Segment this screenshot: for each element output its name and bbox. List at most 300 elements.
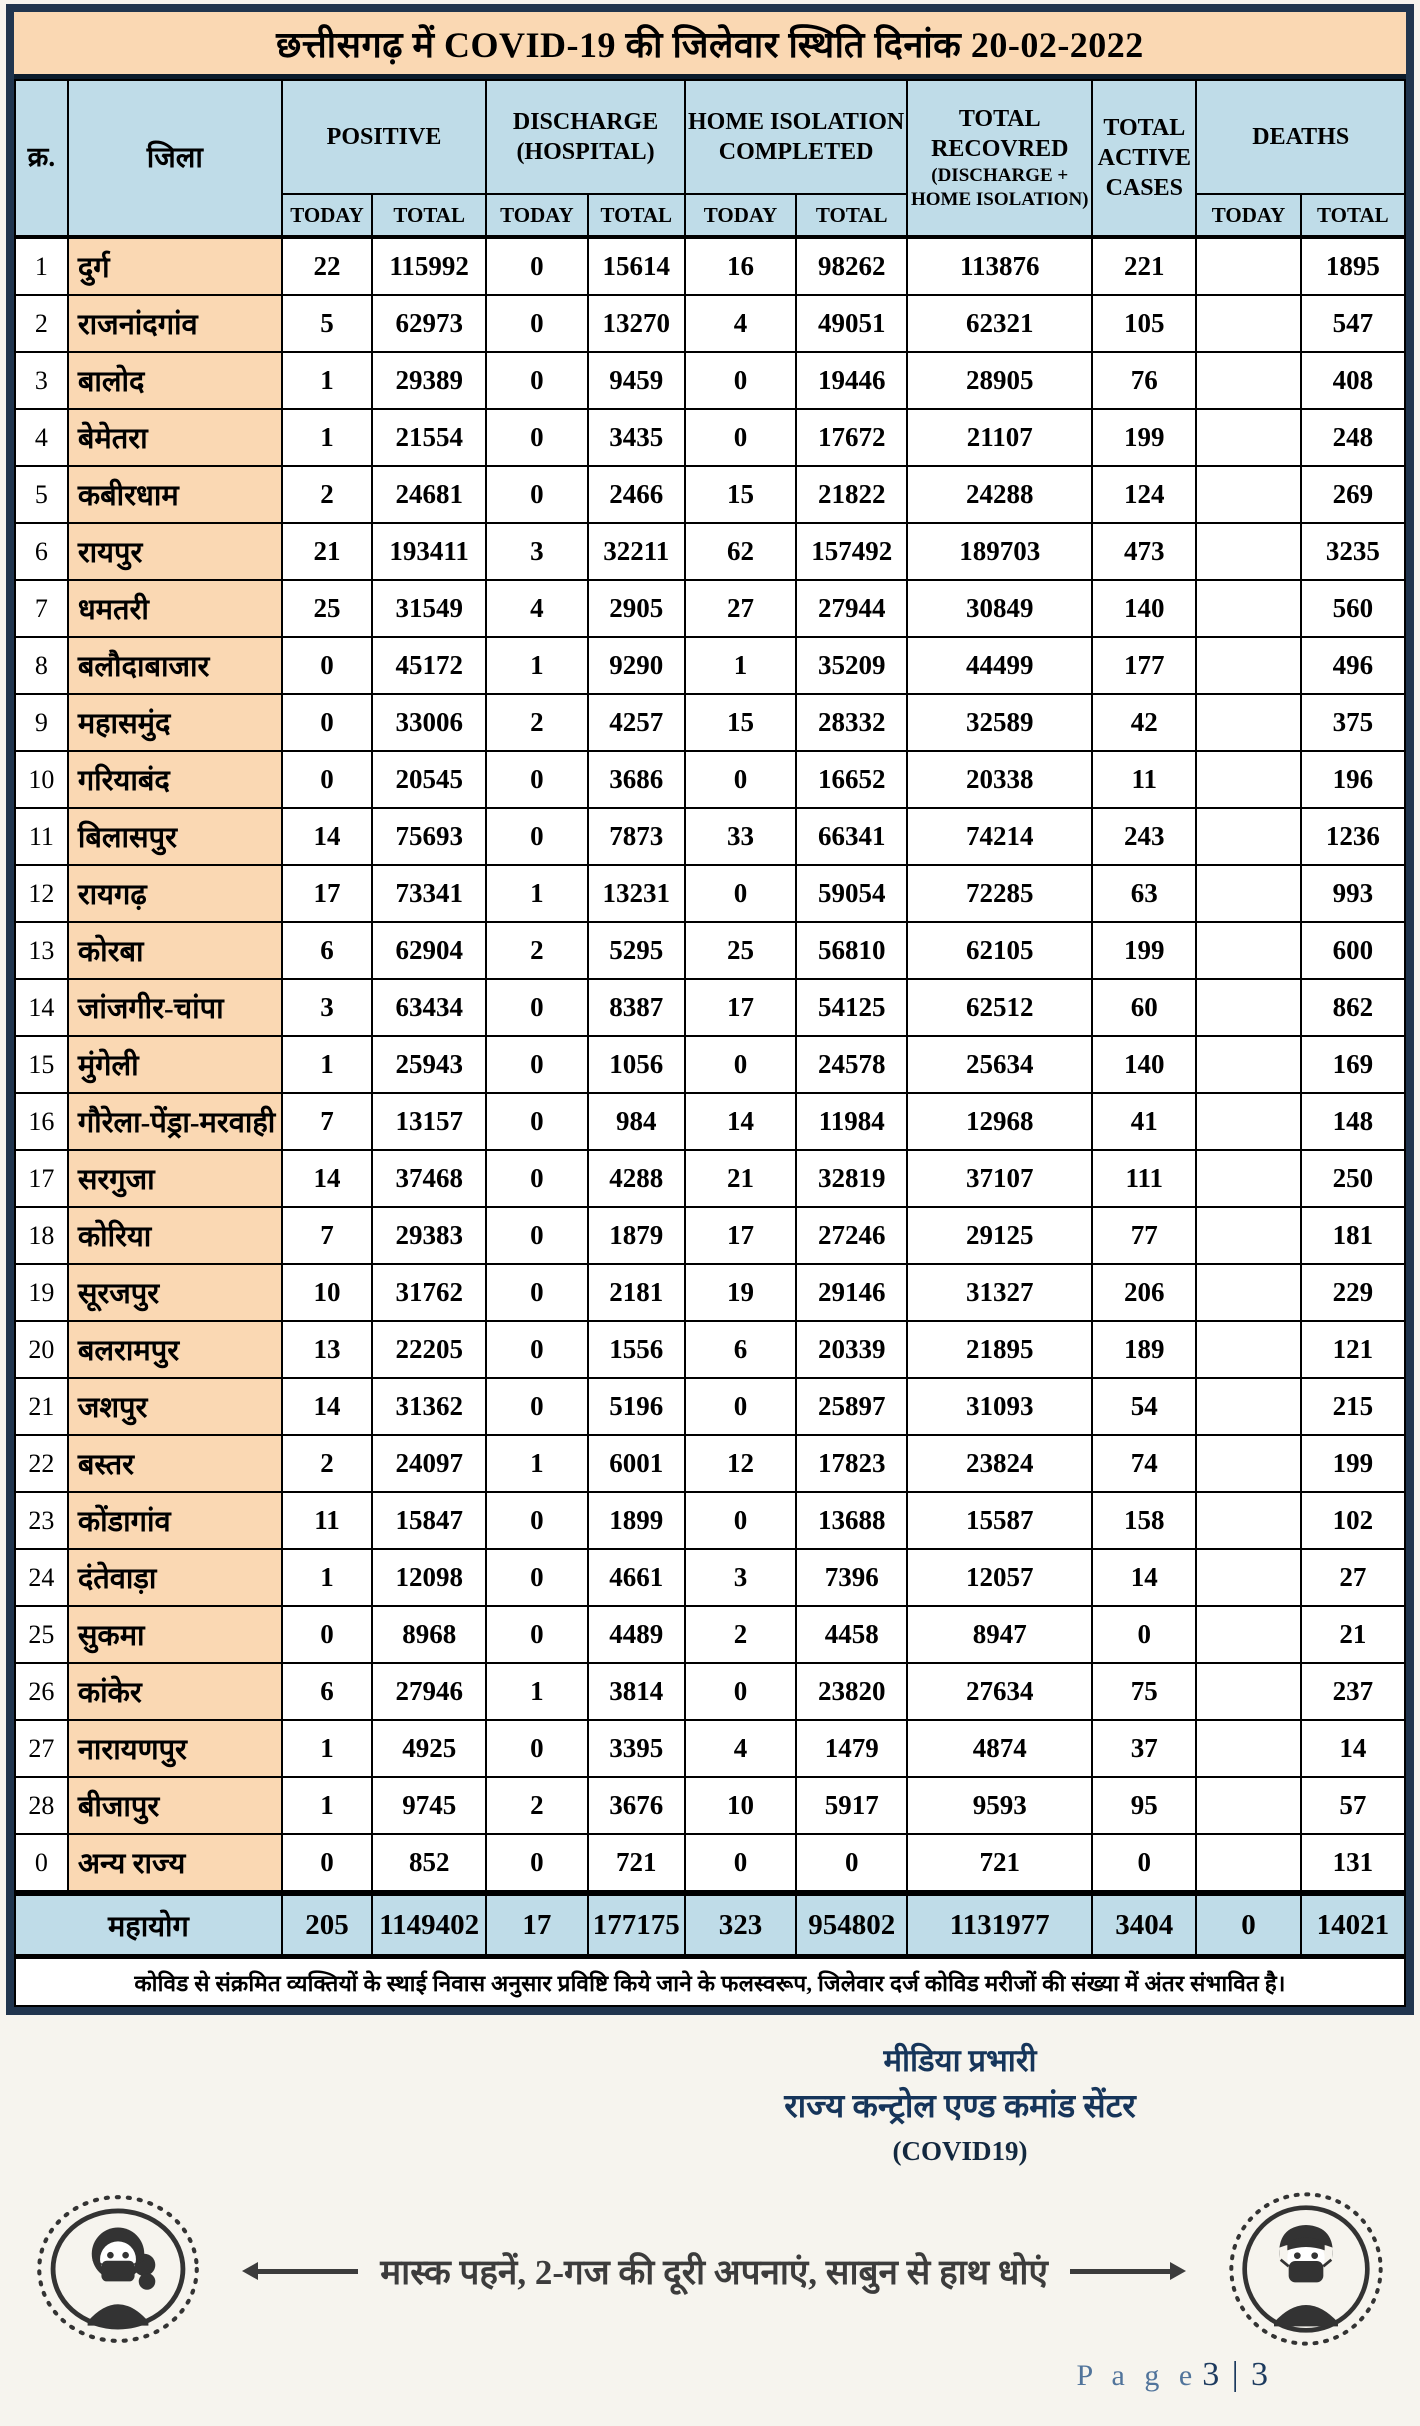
home-isolation-today-cell: 15 bbox=[685, 466, 796, 523]
serial-cell: 20 bbox=[15, 1321, 68, 1378]
district-row bbox=[15, 865, 1405, 922]
covid-report-frame bbox=[6, 4, 1414, 2015]
table-note: कोविड से संक्रमित व्यक्तियों के स्थाई निवास अनुसार प्रविष्टि किये जाने के फलस्वरूप, जिलेवार दर्ज कोविड मरीजों की संख्या में अंतर संभावित है। bbox=[15, 1957, 1405, 2007]
discharge-total-cell: 1899 bbox=[588, 1492, 685, 1549]
district-row bbox=[15, 1264, 1405, 1321]
deaths-today-cell bbox=[1196, 979, 1300, 1036]
active-cases-cell: 199 bbox=[1092, 409, 1196, 466]
recovered-cell: 72285 bbox=[907, 865, 1092, 922]
home-isolation-total-cell: 4458 bbox=[796, 1606, 907, 1663]
positive-total-cell: 73341 bbox=[372, 865, 486, 922]
deaths-today-cell bbox=[1196, 466, 1300, 523]
positive-total-cell: 21554 bbox=[372, 409, 486, 466]
recovered-cell: 21107 bbox=[907, 409, 1092, 466]
serial-cell: 7 bbox=[15, 580, 68, 637]
home-isolation-total-cell: 21822 bbox=[796, 466, 907, 523]
active-cases-cell: 105 bbox=[1092, 295, 1196, 352]
serial-cell: 8 bbox=[15, 637, 68, 694]
discharge-total-cell: 4288 bbox=[588, 1150, 685, 1207]
home-isolation-total-cell: 11984 bbox=[796, 1093, 907, 1150]
district-name-cell: मुंगेली bbox=[68, 1036, 282, 1093]
positive-total-cell: 12098 bbox=[372, 1549, 486, 1606]
discharge-today-cell: 0 bbox=[486, 1492, 587, 1549]
district-row bbox=[15, 1720, 1405, 1777]
note-row bbox=[15, 1957, 1405, 2007]
signature-line3: (COVID19) bbox=[892, 2135, 1028, 2166]
discharge-total-cell: 15614 bbox=[588, 237, 685, 295]
discharge-total-cell: 5295 bbox=[588, 922, 685, 979]
deaths-total-cell: 560 bbox=[1301, 580, 1405, 637]
serial-cell: 2 bbox=[15, 295, 68, 352]
header-deaths-today: TODAY bbox=[1196, 194, 1300, 237]
deaths-today-cell bbox=[1196, 1549, 1300, 1606]
deaths-total-cell: 229 bbox=[1301, 1264, 1405, 1321]
recovered-cell: 12057 bbox=[907, 1549, 1092, 1606]
recovered-cell: 62512 bbox=[907, 979, 1092, 1036]
positive-today-cell: 3 bbox=[282, 979, 372, 1036]
district-name-cell: गौरेला-पेंड्रा-मरवाही bbox=[68, 1093, 282, 1150]
home-isolation-today-cell: 15 bbox=[685, 694, 796, 751]
district-name-cell: बलरामपुर bbox=[68, 1321, 282, 1378]
active-cases-cell: 95 bbox=[1092, 1777, 1196, 1834]
header-discharge-line2: (HOSPITAL) bbox=[516, 139, 655, 165]
recovered-cell: 8947 bbox=[907, 1606, 1092, 1663]
header-recovered-line2: RECOVRED bbox=[931, 136, 1069, 163]
district-row bbox=[15, 1834, 1405, 1893]
discharge-total-cell: 9459 bbox=[588, 352, 685, 409]
home-isolation-today-cell: 17 bbox=[685, 979, 796, 1036]
home-isolation-today-cell: 3 bbox=[685, 1549, 796, 1606]
home-isolation-today-cell: 10 bbox=[685, 1777, 796, 1834]
deaths-total-cell: 3235 bbox=[1301, 523, 1405, 580]
discharge-today-cell: 0 bbox=[486, 1150, 587, 1207]
deaths-total-cell: 148 bbox=[1301, 1093, 1405, 1150]
positive-total-cell: 31762 bbox=[372, 1264, 486, 1321]
header-positive-today: TODAY bbox=[282, 194, 372, 237]
district-row bbox=[15, 1549, 1405, 1606]
district-name-cell: अन्य राज्य bbox=[68, 1834, 282, 1893]
active-cases-cell: 74 bbox=[1092, 1435, 1196, 1492]
recovered-cell: 24288 bbox=[907, 466, 1092, 523]
header-recovered-line3: (DISCHARGE + bbox=[931, 165, 1069, 187]
active-cases-cell: 0 bbox=[1092, 1606, 1196, 1663]
home-isolation-today-cell: 0 bbox=[685, 1834, 796, 1893]
home-isolation-today-cell: 0 bbox=[685, 1036, 796, 1093]
positive-today-cell: 14 bbox=[282, 808, 372, 865]
home-isolation-total-cell: 157492 bbox=[796, 523, 907, 580]
serial-cell: 17 bbox=[15, 1150, 68, 1207]
discharge-today-cell: 0 bbox=[486, 1720, 587, 1777]
district-row bbox=[15, 523, 1405, 580]
serial-cell: 6 bbox=[15, 523, 68, 580]
recovered-cell: 4874 bbox=[907, 1720, 1092, 1777]
total-positive-today: 205 bbox=[282, 1893, 372, 1957]
masked-man-icon bbox=[1226, 2189, 1386, 2354]
home-isolation-today-cell: 0 bbox=[685, 751, 796, 808]
deaths-total-cell: 250 bbox=[1301, 1150, 1405, 1207]
home-isolation-total-cell: 13688 bbox=[796, 1492, 907, 1549]
district-name-cell: सुकमा bbox=[68, 1606, 282, 1663]
deaths-today-cell bbox=[1196, 352, 1300, 409]
district-row bbox=[15, 1777, 1405, 1834]
active-cases-cell: 140 bbox=[1092, 1036, 1196, 1093]
district-name-cell: बलौदाबाजार bbox=[68, 637, 282, 694]
positive-total-cell: 27946 bbox=[372, 1663, 486, 1720]
discharge-total-cell: 4489 bbox=[588, 1606, 685, 1663]
covid-district-table bbox=[14, 79, 1406, 2007]
discharge-total-cell: 6001 bbox=[588, 1435, 685, 1492]
serial-cell: 14 bbox=[15, 979, 68, 1036]
deaths-today-cell bbox=[1196, 1093, 1300, 1150]
discharge-total-cell: 3395 bbox=[588, 1720, 685, 1777]
deaths-today-cell bbox=[1196, 1150, 1300, 1207]
header-discharge bbox=[486, 80, 685, 194]
serial-cell: 1 bbox=[15, 237, 68, 295]
total-discharge-total: 177175 bbox=[588, 1893, 685, 1957]
discharge-today-cell: 0 bbox=[486, 808, 587, 865]
serial-cell: 9 bbox=[15, 694, 68, 751]
home-isolation-total-cell: 27944 bbox=[796, 580, 907, 637]
serial-cell: 19 bbox=[15, 1264, 68, 1321]
district-row bbox=[15, 1207, 1405, 1264]
deaths-today-cell bbox=[1196, 922, 1300, 979]
home-isolation-total-cell: 23820 bbox=[796, 1663, 907, 1720]
grand-total-label: महायोग bbox=[15, 1893, 282, 1957]
district-row bbox=[15, 694, 1405, 751]
district-row bbox=[15, 1378, 1405, 1435]
signature-line2: राज्य कन्ट्रोल एण्ड कमांड सेंटर bbox=[784, 2088, 1136, 2125]
serial-cell: 18 bbox=[15, 1207, 68, 1264]
discharge-today-cell: 2 bbox=[486, 694, 587, 751]
serial-cell: 15 bbox=[15, 1036, 68, 1093]
discharge-total-cell: 2181 bbox=[588, 1264, 685, 1321]
header-total-recovered bbox=[907, 80, 1092, 237]
home-isolation-today-cell: 1 bbox=[685, 637, 796, 694]
district-name-cell: दुर्ग bbox=[68, 237, 282, 295]
total-deaths-total: 14021 bbox=[1301, 1893, 1405, 1957]
district-row bbox=[15, 922, 1405, 979]
deaths-total-cell: 237 bbox=[1301, 1663, 1405, 1720]
positive-today-cell: 1 bbox=[282, 409, 372, 466]
recovered-cell: 20338 bbox=[907, 751, 1092, 808]
recovered-cell: 30849 bbox=[907, 580, 1092, 637]
active-cases-cell: 63 bbox=[1092, 865, 1196, 922]
district-name-cell: धमतरी bbox=[68, 580, 282, 637]
district-row bbox=[15, 1606, 1405, 1663]
active-cases-cell: 0 bbox=[1092, 1834, 1196, 1893]
home-isolation-today-cell: 33 bbox=[685, 808, 796, 865]
footer-area bbox=[0, 2015, 1420, 2426]
deaths-total-cell: 14 bbox=[1301, 1720, 1405, 1777]
home-isolation-today-cell: 14 bbox=[685, 1093, 796, 1150]
positive-total-cell: 24097 bbox=[372, 1435, 486, 1492]
left-arrow-icon bbox=[242, 2262, 358, 2280]
district-name-cell: बालोद bbox=[68, 352, 282, 409]
home-isolation-total-cell: 27246 bbox=[796, 1207, 907, 1264]
district-name-cell: बस्तर bbox=[68, 1435, 282, 1492]
positive-today-cell: 13 bbox=[282, 1321, 372, 1378]
positive-total-cell: 33006 bbox=[372, 694, 486, 751]
positive-today-cell: 6 bbox=[282, 922, 372, 979]
positive-total-cell: 9745 bbox=[372, 1777, 486, 1834]
discharge-total-cell: 1056 bbox=[588, 1036, 685, 1093]
active-cases-cell: 77 bbox=[1092, 1207, 1196, 1264]
positive-total-cell: 13157 bbox=[372, 1093, 486, 1150]
recovered-cell: 9593 bbox=[907, 1777, 1092, 1834]
district-row bbox=[15, 1036, 1405, 1093]
page-title: छत्तीसगढ़ में COVID-19 की जिलेवार स्थिति दिनांक 20-02-2022 bbox=[14, 12, 1406, 79]
serial-cell: 12 bbox=[15, 865, 68, 922]
district-name-cell: गरियाबंद bbox=[68, 751, 282, 808]
total-active: 3404 bbox=[1092, 1893, 1196, 1957]
discharge-today-cell: 0 bbox=[486, 1378, 587, 1435]
discharge-total-cell: 984 bbox=[588, 1093, 685, 1150]
serial-cell: 0 bbox=[15, 1834, 68, 1893]
serial-cell: 5 bbox=[15, 466, 68, 523]
positive-total-cell: 29383 bbox=[372, 1207, 486, 1264]
district-name-cell: दंतेवाड़ा bbox=[68, 1549, 282, 1606]
total-home-isolation-today: 323 bbox=[685, 1893, 796, 1957]
deaths-total-cell: 1895 bbox=[1301, 237, 1405, 295]
mask-advisory-banner bbox=[34, 2189, 1386, 2354]
header-district: जिला bbox=[68, 80, 282, 237]
deaths-today-cell bbox=[1196, 637, 1300, 694]
positive-total-cell: 62973 bbox=[372, 295, 486, 352]
district-row bbox=[15, 295, 1405, 352]
home-isolation-today-cell: 0 bbox=[685, 1663, 796, 1720]
page-word: P a g e bbox=[1076, 2358, 1199, 2392]
positive-today-cell: 14 bbox=[282, 1378, 372, 1435]
serial-cell: 25 bbox=[15, 1606, 68, 1663]
positive-today-cell: 0 bbox=[282, 1834, 372, 1893]
home-isolation-total-cell: 54125 bbox=[796, 979, 907, 1036]
positive-today-cell: 0 bbox=[282, 637, 372, 694]
home-isolation-today-cell: 6 bbox=[685, 1321, 796, 1378]
serial-cell: 24 bbox=[15, 1549, 68, 1606]
discharge-total-cell: 7873 bbox=[588, 808, 685, 865]
recovered-cell: 32589 bbox=[907, 694, 1092, 751]
discharge-today-cell: 0 bbox=[486, 1834, 587, 1893]
header-positive-total: TOTAL bbox=[372, 194, 486, 237]
header-discharge-total: TOTAL bbox=[588, 194, 685, 237]
deaths-total-cell: 547 bbox=[1301, 295, 1405, 352]
district-name-cell: जांजगीर-चांपा bbox=[68, 979, 282, 1036]
active-cases-cell: 37 bbox=[1092, 1720, 1196, 1777]
home-isolation-total-cell: 59054 bbox=[796, 865, 907, 922]
serial-cell: 26 bbox=[15, 1663, 68, 1720]
positive-total-cell: 22205 bbox=[372, 1321, 486, 1378]
active-cases-cell: 124 bbox=[1092, 466, 1196, 523]
district-row bbox=[15, 637, 1405, 694]
home-isolation-total-cell: 32819 bbox=[796, 1150, 907, 1207]
deaths-total-cell: 215 bbox=[1301, 1378, 1405, 1435]
discharge-total-cell: 9290 bbox=[588, 637, 685, 694]
deaths-today-cell bbox=[1196, 751, 1300, 808]
discharge-today-cell: 0 bbox=[486, 1549, 587, 1606]
serial-cell: 16 bbox=[15, 1093, 68, 1150]
home-isolation-total-cell: 35209 bbox=[796, 637, 907, 694]
serial-cell: 22 bbox=[15, 1435, 68, 1492]
discharge-today-cell: 1 bbox=[486, 865, 587, 922]
district-row bbox=[15, 1093, 1405, 1150]
recovered-cell: 74214 bbox=[907, 808, 1092, 865]
discharge-today-cell: 1 bbox=[486, 1663, 587, 1720]
total-discharge-today: 17 bbox=[486, 1893, 587, 1957]
recovered-cell: 27634 bbox=[907, 1663, 1092, 1720]
positive-total-cell: 115992 bbox=[372, 237, 486, 295]
positive-total-cell: 4925 bbox=[372, 1720, 486, 1777]
discharge-today-cell: 0 bbox=[486, 1036, 587, 1093]
discharge-today-cell: 0 bbox=[486, 237, 587, 295]
home-isolation-total-cell: 49051 bbox=[796, 295, 907, 352]
discharge-today-cell: 2 bbox=[486, 1777, 587, 1834]
discharge-total-cell: 2905 bbox=[588, 580, 685, 637]
header-group-row bbox=[15, 80, 1405, 194]
deaths-total-cell: 1236 bbox=[1301, 808, 1405, 865]
positive-today-cell: 7 bbox=[282, 1207, 372, 1264]
deaths-total-cell: 27 bbox=[1301, 1549, 1405, 1606]
positive-total-cell: 852 bbox=[372, 1834, 486, 1893]
recovered-cell: 62105 bbox=[907, 922, 1092, 979]
serial-cell: 21 bbox=[15, 1378, 68, 1435]
home-isolation-today-cell: 21 bbox=[685, 1150, 796, 1207]
home-isolation-total-cell: 20339 bbox=[796, 1321, 907, 1378]
table-header bbox=[15, 80, 1405, 237]
header-home-isolation-line1: HOME ISOLATION bbox=[687, 109, 905, 135]
district-name-cell: बेमेतरा bbox=[68, 409, 282, 466]
header-recovered-line4: HOME ISOLATION) bbox=[910, 189, 1089, 210]
positive-total-cell: 75693 bbox=[372, 808, 486, 865]
home-isolation-total-cell: 56810 bbox=[796, 922, 907, 979]
masked-woman-icon bbox=[34, 2193, 202, 2350]
home-isolation-total-cell: 66341 bbox=[796, 808, 907, 865]
discharge-total-cell: 4257 bbox=[588, 694, 685, 751]
district-row bbox=[15, 979, 1405, 1036]
home-isolation-total-cell: 29146 bbox=[796, 1264, 907, 1321]
district-name-cell: कबीरधाम bbox=[68, 466, 282, 523]
home-isolation-total-cell: 17672 bbox=[796, 409, 907, 466]
active-cases-cell: 177 bbox=[1092, 637, 1196, 694]
discharge-today-cell: 0 bbox=[486, 751, 587, 808]
district-name-cell: बीजापुर bbox=[68, 1777, 282, 1834]
header-discharge-today: TODAY bbox=[486, 194, 587, 237]
district-name-cell: बिलासपुर bbox=[68, 808, 282, 865]
active-cases-cell: 75 bbox=[1092, 1663, 1196, 1720]
deaths-today-cell bbox=[1196, 1492, 1300, 1549]
discharge-total-cell: 5196 bbox=[588, 1378, 685, 1435]
discharge-today-cell: 4 bbox=[486, 580, 587, 637]
positive-total-cell: 24681 bbox=[372, 466, 486, 523]
discharge-today-cell: 0 bbox=[486, 1093, 587, 1150]
positive-total-cell: 29389 bbox=[372, 352, 486, 409]
home-isolation-today-cell: 0 bbox=[685, 352, 796, 409]
deaths-total-cell: 199 bbox=[1301, 1435, 1405, 1492]
positive-total-cell: 63434 bbox=[372, 979, 486, 1036]
deaths-today-cell bbox=[1196, 580, 1300, 637]
grand-total-row bbox=[15, 1893, 1405, 1957]
discharge-today-cell: 1 bbox=[486, 1435, 587, 1492]
deaths-today-cell bbox=[1196, 1834, 1300, 1893]
recovered-cell: 23824 bbox=[907, 1435, 1092, 1492]
active-cases-cell: 243 bbox=[1092, 808, 1196, 865]
positive-today-cell: 1 bbox=[282, 1549, 372, 1606]
deaths-total-cell: 600 bbox=[1301, 922, 1405, 979]
positive-today-cell: 1 bbox=[282, 1036, 372, 1093]
positive-total-cell: 37468 bbox=[372, 1150, 486, 1207]
active-cases-cell: 189 bbox=[1092, 1321, 1196, 1378]
discharge-today-cell: 0 bbox=[486, 1321, 587, 1378]
positive-today-cell: 10 bbox=[282, 1264, 372, 1321]
active-cases-cell: 54 bbox=[1092, 1378, 1196, 1435]
district-name-cell: सूरजपुर bbox=[68, 1264, 282, 1321]
deaths-total-cell: 131 bbox=[1301, 1834, 1405, 1893]
recovered-cell: 62321 bbox=[907, 295, 1092, 352]
deaths-total-cell: 408 bbox=[1301, 352, 1405, 409]
mask-message: मास्क पहनें, 2-गज की दूरी अपनाएं, साबुन से हाथ धोएं bbox=[380, 2252, 1048, 2292]
discharge-today-cell: 0 bbox=[486, 979, 587, 1036]
header-home-isolation-today: TODAY bbox=[685, 194, 796, 237]
positive-today-cell: 1 bbox=[282, 1777, 372, 1834]
recovered-cell: 29125 bbox=[907, 1207, 1092, 1264]
district-name-cell: जशपुर bbox=[68, 1378, 282, 1435]
positive-today-cell: 6 bbox=[282, 1663, 372, 1720]
positive-total-cell: 31362 bbox=[372, 1378, 486, 1435]
home-isolation-today-cell: 25 bbox=[685, 922, 796, 979]
active-cases-cell: 60 bbox=[1092, 979, 1196, 1036]
recovered-cell: 31327 bbox=[907, 1264, 1092, 1321]
discharge-total-cell: 3686 bbox=[588, 751, 685, 808]
recovered-cell: 25634 bbox=[907, 1036, 1092, 1093]
positive-today-cell: 5 bbox=[282, 295, 372, 352]
district-name-cell: कांकेर bbox=[68, 1663, 282, 1720]
discharge-today-cell: 0 bbox=[486, 409, 587, 466]
positive-today-cell: 0 bbox=[282, 1606, 372, 1663]
discharge-total-cell: 32211 bbox=[588, 523, 685, 580]
home-isolation-today-cell: 0 bbox=[685, 1378, 796, 1435]
serial-cell: 4 bbox=[15, 409, 68, 466]
deaths-today-cell bbox=[1196, 237, 1300, 295]
district-row bbox=[15, 1150, 1405, 1207]
discharge-total-cell: 13270 bbox=[588, 295, 685, 352]
active-cases-cell: 221 bbox=[1092, 237, 1196, 295]
positive-today-cell: 2 bbox=[282, 1435, 372, 1492]
deaths-today-cell bbox=[1196, 808, 1300, 865]
active-cases-cell: 76 bbox=[1092, 352, 1196, 409]
header-recovered-line1: TOTAL bbox=[958, 106, 1041, 133]
district-row bbox=[15, 808, 1405, 865]
header-serial: क्र. bbox=[15, 80, 68, 237]
active-cases-cell: 111 bbox=[1092, 1150, 1196, 1207]
discharge-total-cell: 2466 bbox=[588, 466, 685, 523]
recovered-cell: 37107 bbox=[907, 1150, 1092, 1207]
header-active-line2: ACTIVE bbox=[1097, 145, 1191, 171]
deaths-total-cell: 121 bbox=[1301, 1321, 1405, 1378]
deaths-today-cell bbox=[1196, 694, 1300, 751]
recovered-cell: 21895 bbox=[907, 1321, 1092, 1378]
serial-cell: 13 bbox=[15, 922, 68, 979]
home-isolation-today-cell: 19 bbox=[685, 1264, 796, 1321]
serial-cell: 23 bbox=[15, 1492, 68, 1549]
district-name-cell: कोंडागांव bbox=[68, 1492, 282, 1549]
district-row bbox=[15, 466, 1405, 523]
right-arrow-icon bbox=[1070, 2262, 1186, 2280]
deaths-today-cell bbox=[1196, 1435, 1300, 1492]
discharge-total-cell: 4661 bbox=[588, 1549, 685, 1606]
positive-total-cell: 193411 bbox=[372, 523, 486, 580]
serial-cell: 10 bbox=[15, 751, 68, 808]
active-cases-cell: 42 bbox=[1092, 694, 1196, 751]
active-cases-cell: 14 bbox=[1092, 1549, 1196, 1606]
